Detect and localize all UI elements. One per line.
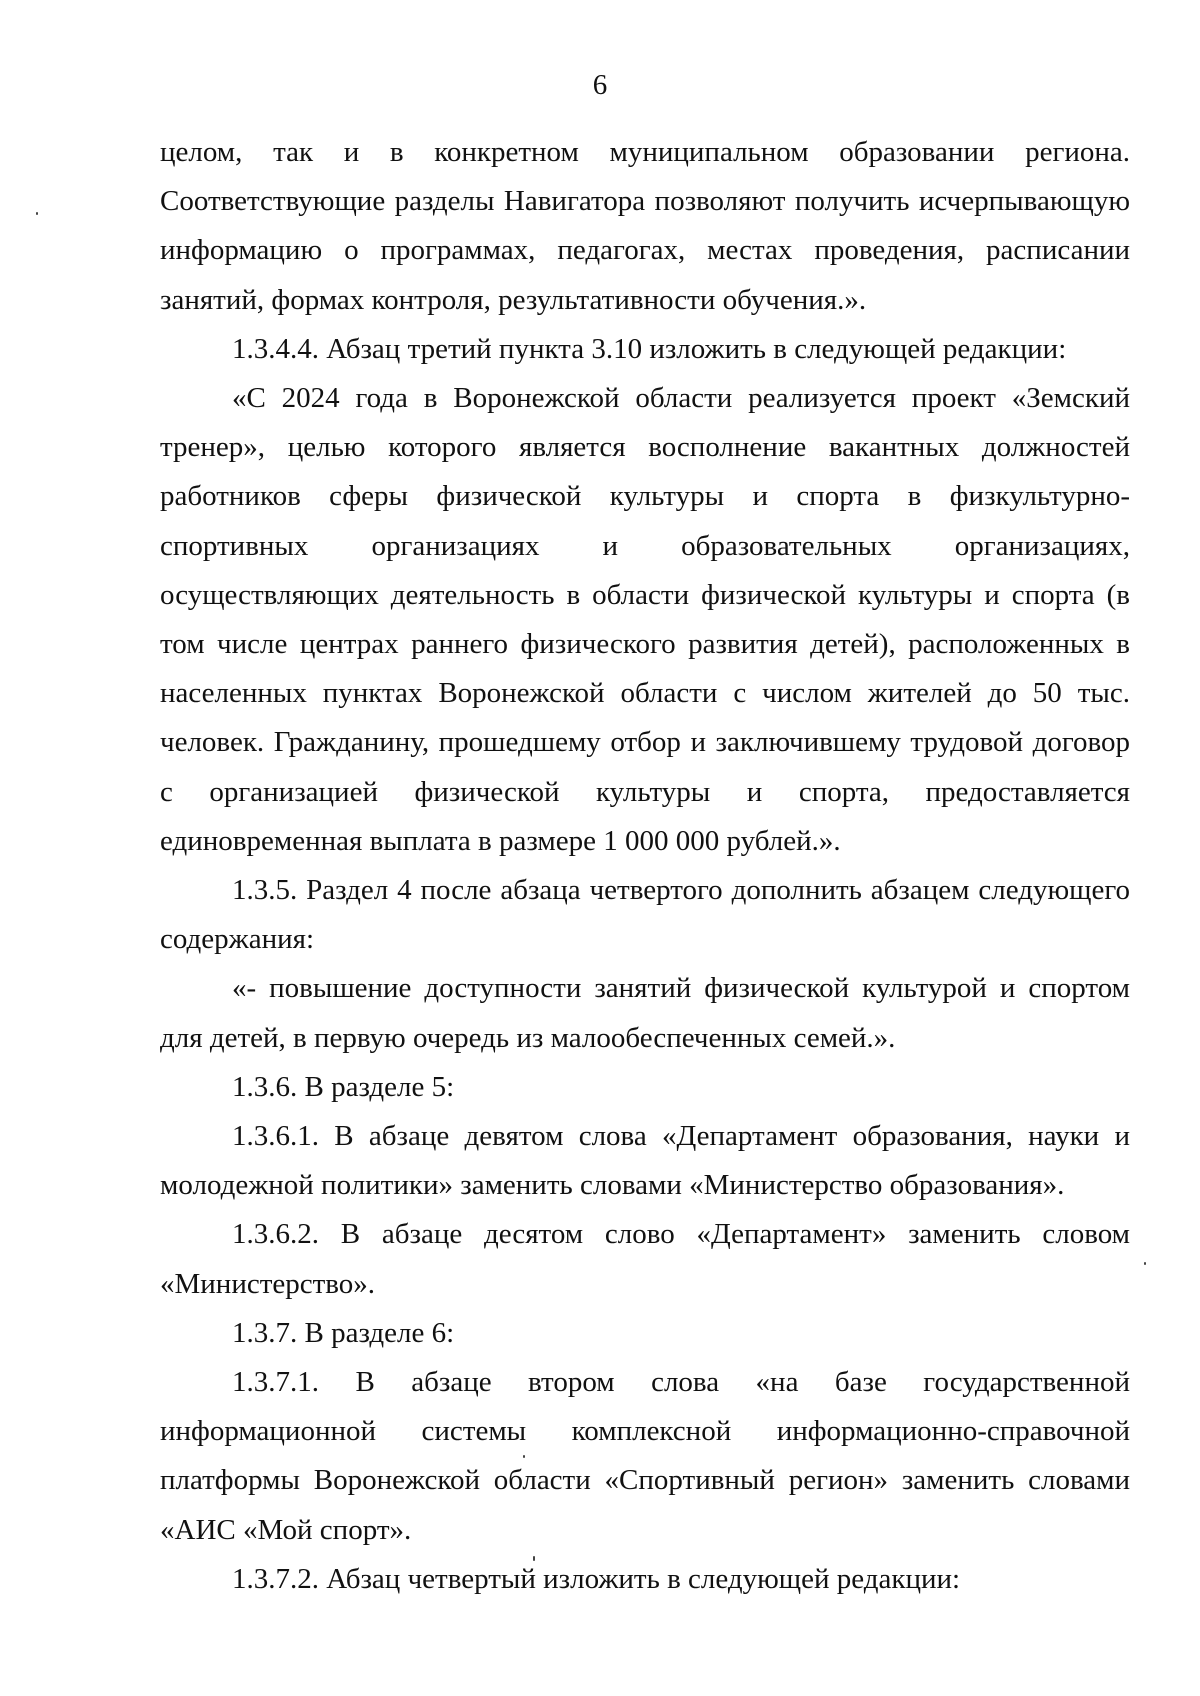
paragraph-1-3-7-1: 1.3.7.1. В абзаце втором слова «на базе государственной информационной системы комплексной информационно-справочной платформы Воронежской области «Спортивный регион» заменить словами «АИС «Мой спорт».: [160, 1366, 1130, 1546]
paragraph-1-3-6: 1.3.6. В разделе 5:: [232, 1070, 455, 1103]
paragraph-1-3-4-4: 1.3.4.4. Абзац третий пункта 3.10 изложить в следующей редакции:: [232, 332, 1067, 365]
paragraph-dostupnost: «- повышение доступности занятий физической культурой и спортом для детей, в первую очередь из малообеспеченных семей.».: [160, 972, 1130, 1054]
page-number: 6: [592, 69, 608, 101]
scan-speck: [36, 212, 38, 215]
scan-speck: [1144, 1262, 1146, 1265]
document-body: [160, 128, 1130, 1604]
paragraph-continuation: целом, так и в конкретном муниципальном образовании региона. Соответствующие разделы Навигатора позволяют получить исчерпывающую информацию о программах, педагогах, местах проведения, расписании занятий, формах контроля, результативности обучения.».: [160, 136, 1130, 316]
scan-speck: [533, 1556, 535, 1561]
paragraph-zemsky-trener: «С 2024 года в Воронежской области реализуется проект «Земский тренер», целью которого является восполнение вакантных должностей работников сферы физической культуры и спорта в физкультурно-спортивных организациях и образовательных организациях, осуществляющих деятельность в области физической культуры и спорта (в том числе центрах раннего физического развития детей), расположенных в населенных пунктах Воронежской области с числом жителей до 50 тыс. человек. Гражданину, прошедшему отбор и заключившему трудовой договор с организацией физической культуры и спорта, предоставляется единовременная выплата в размере 1 000 000 рублей.».: [160, 382, 1130, 857]
scan-speck: [523, 1455, 525, 1458]
paragraph-1-3-6-1: 1.3.6.1. В абзаце девятом слова «Департамент образования, науки и молодежной политики» заменить словами «Министерство образования».: [160, 1120, 1130, 1202]
paragraph-1-3-7: 1.3.7. В разделе 6:: [232, 1316, 455, 1349]
paragraph-1-3-6-2: 1.3.6.2. В абзаце десятом слово «Департамент» заменить словом «Министерство».: [160, 1218, 1130, 1300]
paragraph-1-3-5: 1.3.5. Раздел 4 после абзаца четвертого дополнить абзацем следующего содержания:: [160, 874, 1130, 956]
paragraph-1-3-7-2: 1.3.7.2. Абзац четвертый изложить в следующей редакции:: [232, 1562, 961, 1595]
